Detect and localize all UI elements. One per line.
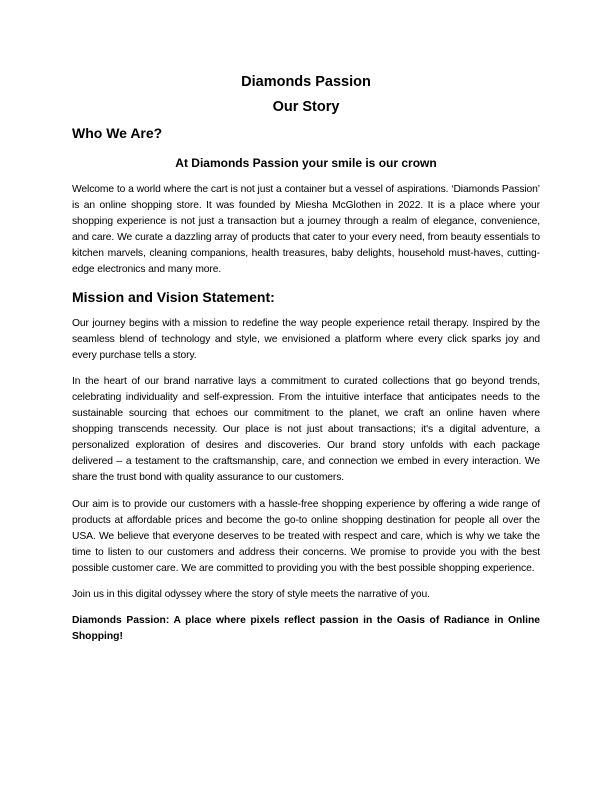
tagline: At Diamonds Passion your smile is our crown — [175, 156, 437, 170]
mission-heading: Mission and Vision Statement: — [72, 288, 275, 305]
mission-paragraph: In the heart of our brand narrative lays a commitment to curated collections that go beyond trends, celebrating individuality and self-expression. From the intuitive interface that anticipates needs to the sustainable sourcing that echoes our commitment to the planet, we craft an online haven where shopping transcends necessity. Our place is not just about transactions; it's a digital adventure, a personalized exploration of desires and discoveries. Our brand story unfolds with each package delivered – a testament to the craftsmanship, care, and connection we embed in every interaction. We share the trust bond with quality assurance to our customers. — [72, 375, 540, 484]
mission-paragraph: Join us in this digital odyssey where the story of style meets the narrative of you. — [72, 588, 430, 600]
document-title: Diamonds Passion — [241, 74, 371, 90]
document-page — [72, 70, 540, 645]
mission-paragraph: Our journey begins with a mission to redefine the way people experience retail therapy. Inspired by the seamless blend of technology and style, we envisioned a platform where every click sparks joy and every purchase tells a story. — [72, 317, 540, 361]
document-subtitle: Our Story — [272, 99, 340, 115]
who-we-are-paragraph: Welcome to a world where the cart is not just a container but a vessel of aspirations. ‘Diamonds Passion’ is an online shopping store. It was founded by Miesha McGlothen in 2022. It is a place where your shopping experience is not just a transaction but a journey through a realm of elegance, convenience, and care. We curate a dazzling array of products that cater to your every need, from beauty essentials to kitchen marvels, cleaning companions, health treasures, baby delights, household must-haves, cutting-edge electronics and many more. — [72, 184, 540, 276]
closing-statement: Diamonds Passion: A place where pixels reflect passion in the Oasis of Radiance in Online Shopping! — [72, 615, 540, 643]
mission-paragraph: Our aim is to provide our customers with a hassle-free shopping experience by offering a wide range of products at affordable prices and become the go-to online shopping destination for people all over the USA. We believe that everyone deserves to be treated with respect and care, which is why we take the time to listen to our customers and address their concerns. We promise to provide you with the best possible customer care. We are committed to providing you with the best possible shopping experience. — [72, 498, 540, 574]
who-we-are-heading: Who We Are? — [72, 125, 163, 141]
